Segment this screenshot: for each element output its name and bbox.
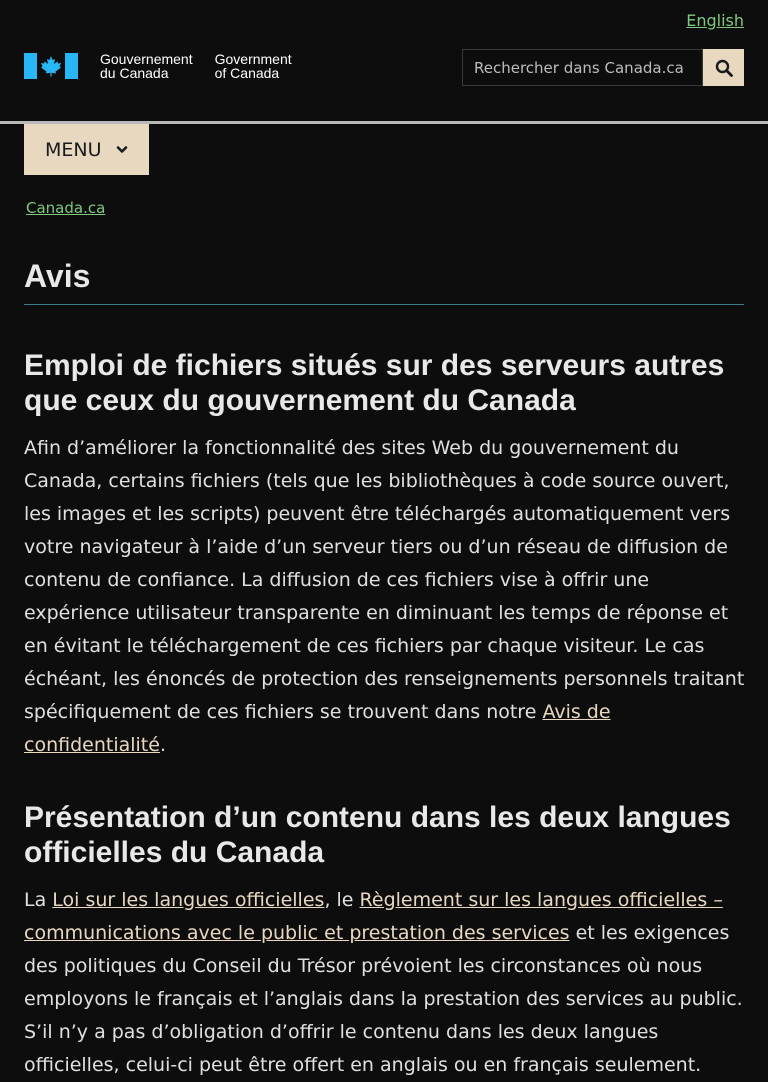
official-languages-act-link[interactable]: Loi sur les langues officielles	[52, 889, 325, 911]
search-button[interactable]	[703, 49, 744, 86]
search-icon	[715, 59, 733, 77]
section-heading: Présentation d’un contenu dans les deux langues officielles du Canada	[24, 801, 731, 869]
paragraph-text: et les exigences des politiques du Conseil du Trésor prévoient les circonstances où nous employons le français et l’anglais dans la prestation des services au public. S’il n’y a pas d’obligation d’offrir le contenu dans les deux langues officielles, celui-ci peut être offert en anglais ou en français seulement.	[24, 922, 743, 1076]
search-bar	[462, 49, 744, 86]
wordmark-fr-line2: du Canada	[100, 65, 169, 81]
paragraph-text: , le	[324, 889, 360, 911]
menu-label: MENU	[45, 138, 102, 161]
wordmark-en-line2: of Canada	[214, 65, 280, 81]
paragraph-end: .	[159, 734, 166, 756]
main-content	[24, 348, 746, 1082]
official-languages-regulations-link[interactable]: Règlement sur les langues officielles – communications avec le public et prestation des services	[24, 889, 723, 944]
canada-flag-icon	[24, 53, 78, 79]
wordmark	[100, 52, 292, 80]
section-paragraph	[24, 884, 746, 1082]
language-toggle-link[interactable]: English	[686, 11, 744, 30]
wordmark-fr-line1: Gouvernement	[100, 51, 193, 67]
flag-left-bar	[24, 53, 37, 79]
wordmark-english	[215, 52, 292, 80]
wordmark-en-line1: Government	[214, 51, 292, 67]
paragraph-text: Afin d’améliorer la fonctionnalité des sites Web du gouvernement du Canada, certains fichiers (tels que les bibliothèques à code source ouvert, les images et les scripts) peuvent être téléchargés automatiquement vers votre navigateur à l’aide d’un serveur tiers ou d’un réseau de diffusion de contenu de confiance. La diffusion de ces fichiers vise à offrir une expérience utilisateur transparente en diminuant les temps de réponse et en évitant le téléchargement de ces fichiers par chaque visiteur. Le cas échéant, les énoncés de protection des renseignements personnels traitant spécifiquement de ces fichiers se trouvent dans notre	[24, 437, 745, 723]
chevron-down-icon	[116, 145, 128, 155]
menu-button[interactable]	[24, 124, 149, 175]
section-third-party-files	[24, 348, 746, 762]
wordmark-french	[100, 52, 193, 80]
search-input[interactable]	[462, 49, 703, 86]
flag-right-bar	[65, 53, 78, 79]
site-header	[0, 0, 768, 124]
paragraph-text: La	[24, 889, 53, 911]
page-title: Avis	[24, 258, 744, 305]
section-official-languages	[24, 800, 746, 1082]
section-paragraph	[24, 432, 746, 762]
section-heading: Emploi de fichiers situés sur des serveurs autres que ceux du gouvernement du Canada	[24, 349, 725, 417]
maple-leaf-icon	[37, 53, 65, 79]
privacy-notice-link[interactable]: Avis de confidentialité	[24, 701, 611, 756]
breadcrumb-canada-link[interactable]: Canada.ca	[26, 199, 106, 217]
government-signature[interactable]	[24, 52, 292, 80]
